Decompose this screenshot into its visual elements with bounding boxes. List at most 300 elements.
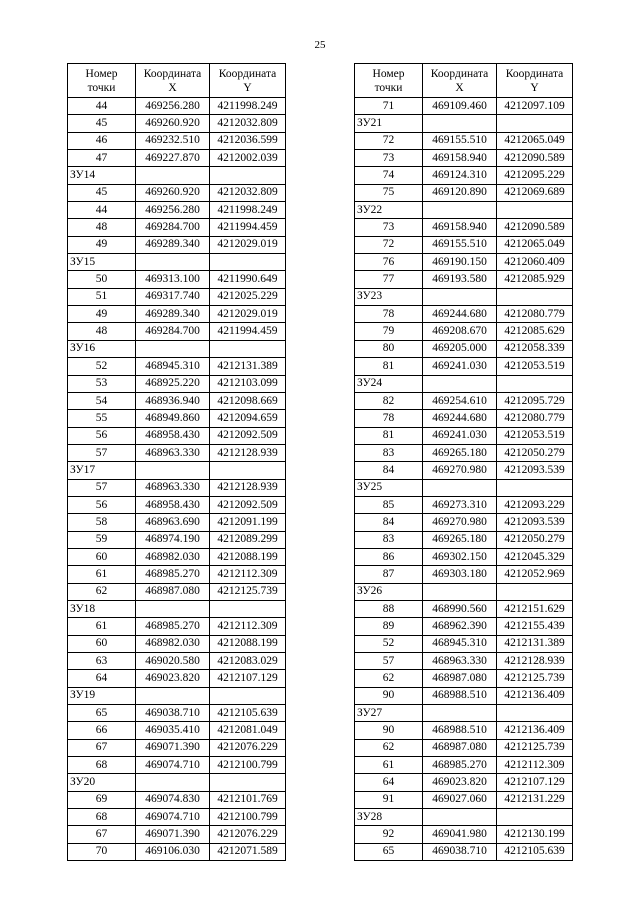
plot-group-row xyxy=(68,340,286,357)
coordinate-y-cell: 4212093.229 xyxy=(497,496,573,513)
coordinate-y-cell: 4212076.229 xyxy=(210,826,286,843)
point-number-cell: 85 xyxy=(355,496,423,513)
point-number-cell: 52 xyxy=(355,635,423,652)
empty-cell xyxy=(423,115,497,132)
empty-cell xyxy=(497,115,573,132)
coordinate-y-cell: 4212088.199 xyxy=(210,635,286,652)
coordinate-y-cell: 4212045.329 xyxy=(497,548,573,565)
point-number-cell: 90 xyxy=(355,722,423,739)
coordinate-y-cell: 4212125.739 xyxy=(497,739,573,756)
table-row xyxy=(68,236,286,253)
coordinate-y-cell: 4212085.629 xyxy=(497,323,573,340)
empty-cell xyxy=(423,705,497,722)
point-number-cell: 86 xyxy=(355,548,423,565)
coordinate-x-cell: 468958.430 xyxy=(136,496,210,513)
point-number-cell: 50 xyxy=(68,271,136,288)
point-number-cell: 48 xyxy=(68,323,136,340)
table-row xyxy=(355,392,573,409)
empty-cell xyxy=(423,202,497,219)
coordinate-y-cell: 4212050.279 xyxy=(497,531,573,548)
coordinate-x-cell: 468962.390 xyxy=(423,618,497,635)
coordinate-y-cell: 4212053.519 xyxy=(497,427,573,444)
table-row xyxy=(355,219,573,236)
coordinate-y-cell: 4212125.739 xyxy=(497,670,573,687)
point-number-cell: 78 xyxy=(355,306,423,323)
coordinate-x-cell: 469265.180 xyxy=(423,531,497,548)
point-number-cell: 84 xyxy=(355,514,423,531)
coordinate-x-cell: 469260.920 xyxy=(136,184,210,201)
coordinate-x-cell: 469227.870 xyxy=(136,150,210,167)
table-row xyxy=(355,306,573,323)
coordinate-x-cell: 469254.610 xyxy=(423,392,497,409)
table-row xyxy=(68,496,286,513)
point-number-cell: 48 xyxy=(68,219,136,236)
coordinate-y-cell: 4212052.969 xyxy=(497,566,573,583)
coordinate-y-cell: 4212053.519 xyxy=(497,358,573,375)
table-row xyxy=(355,618,573,635)
coordinate-x-cell: 469106.030 xyxy=(136,843,210,860)
table-header-row xyxy=(355,64,573,98)
coordinate-x-cell: 469302.150 xyxy=(423,548,497,565)
coordinate-x-cell: 469289.340 xyxy=(136,236,210,253)
point-number-cell: 45 xyxy=(68,115,136,132)
point-number-cell: 45 xyxy=(68,184,136,201)
coordinate-x-cell: 468987.080 xyxy=(423,670,497,687)
point-number-cell: 74 xyxy=(355,167,423,184)
table-row xyxy=(68,705,286,722)
coordinate-x-cell: 469303.180 xyxy=(423,566,497,583)
header-coordinate-x: Координата X xyxy=(423,64,497,98)
coordinate-x-cell: 469256.280 xyxy=(136,202,210,219)
coordinate-x-cell: 469074.710 xyxy=(136,757,210,774)
point-number-cell: 67 xyxy=(68,826,136,843)
coordinate-y-cell: 4212136.409 xyxy=(497,722,573,739)
coordinate-x-cell: 469205.000 xyxy=(423,340,497,357)
empty-cell xyxy=(136,600,210,617)
point-number-cell: 65 xyxy=(355,843,423,860)
point-number-cell: 64 xyxy=(355,774,423,791)
table-header-row xyxy=(68,64,286,98)
coordinate-y-cell: 4212093.539 xyxy=(497,462,573,479)
point-number-cell: 78 xyxy=(355,410,423,427)
table-row xyxy=(68,583,286,600)
point-number-cell: 62 xyxy=(355,739,423,756)
table-row xyxy=(355,826,573,843)
coordinate-y-cell: 4212094.659 xyxy=(210,410,286,427)
coordinate-y-cell: 4212107.129 xyxy=(210,670,286,687)
coordinate-x-cell: 469023.820 xyxy=(423,774,497,791)
coordinate-y-cell: 4212036.599 xyxy=(210,132,286,149)
table-row xyxy=(355,653,573,670)
point-number-cell: 70 xyxy=(68,843,136,860)
coordinate-y-cell: 4212095.229 xyxy=(497,167,573,184)
coordinate-y-cell: 4212131.389 xyxy=(210,358,286,375)
coordinate-y-cell: 4212128.939 xyxy=(210,479,286,496)
coordinate-x-cell: 468963.330 xyxy=(136,479,210,496)
plot-label: ЗУ14 xyxy=(68,167,136,184)
coordinate-x-cell: 469020.580 xyxy=(136,653,210,670)
point-number-cell: 68 xyxy=(68,809,136,826)
empty-cell xyxy=(136,254,210,271)
coordinate-y-cell: 4212112.309 xyxy=(497,757,573,774)
point-number-cell: 44 xyxy=(68,98,136,115)
point-number-cell: 57 xyxy=(68,444,136,461)
plot-label: ЗУ22 xyxy=(355,202,423,219)
point-number-cell: 81 xyxy=(355,427,423,444)
point-number-cell: 82 xyxy=(355,392,423,409)
coordinate-y-cell: 4212090.589 xyxy=(497,219,573,236)
header-coordinate-x: Координата X xyxy=(136,64,210,98)
table-row xyxy=(355,722,573,739)
coordinate-y-cell: 4212151.629 xyxy=(497,600,573,617)
table-row xyxy=(68,410,286,427)
table-row xyxy=(68,618,286,635)
table-row xyxy=(68,375,286,392)
point-number-cell: 51 xyxy=(68,288,136,305)
header-coordinate-y: Координата Y xyxy=(497,64,573,98)
point-number-cell: 61 xyxy=(68,566,136,583)
point-number-cell: 59 xyxy=(68,531,136,548)
point-number-cell: 46 xyxy=(68,132,136,149)
point-number-cell: 57 xyxy=(355,653,423,670)
coordinate-x-cell: 469158.940 xyxy=(423,150,497,167)
empty-cell xyxy=(497,705,573,722)
table-row xyxy=(355,150,573,167)
plot-group-row xyxy=(355,115,573,132)
table-row xyxy=(355,496,573,513)
coordinate-x-cell: 469232.510 xyxy=(136,132,210,149)
coordinate-y-cell: 4212128.939 xyxy=(497,653,573,670)
coordinate-x-cell: 469273.310 xyxy=(423,496,497,513)
table-row xyxy=(68,219,286,236)
header-point-number: Номер точки xyxy=(355,64,423,98)
empty-cell xyxy=(423,809,497,826)
point-number-cell: 61 xyxy=(68,618,136,635)
point-number-cell: 47 xyxy=(68,150,136,167)
table-row xyxy=(68,531,286,548)
coordinate-y-cell: 4212029.019 xyxy=(210,306,286,323)
empty-cell xyxy=(136,687,210,704)
plot-group-row xyxy=(355,375,573,392)
coordinate-y-cell: 4212125.739 xyxy=(210,583,286,600)
plot-group-row xyxy=(68,254,286,271)
table-row xyxy=(68,202,286,219)
coordinate-y-cell: 4211990.649 xyxy=(210,271,286,288)
coordinate-y-cell: 4212092.509 xyxy=(210,427,286,444)
plot-group-row xyxy=(355,583,573,600)
coordinate-y-cell: 4212091.199 xyxy=(210,514,286,531)
coordinate-x-cell: 469155.510 xyxy=(423,236,497,253)
empty-cell xyxy=(497,583,573,600)
coordinate-x-cell: 468987.080 xyxy=(423,739,497,756)
plot-group-row xyxy=(355,202,573,219)
empty-cell xyxy=(210,687,286,704)
point-number-cell: 55 xyxy=(68,410,136,427)
plot-label: ЗУ19 xyxy=(68,687,136,704)
coordinate-x-cell: 469155.510 xyxy=(423,132,497,149)
coordinate-x-cell: 468974.190 xyxy=(136,531,210,548)
point-number-cell: 65 xyxy=(68,705,136,722)
point-number-cell: 49 xyxy=(68,306,136,323)
point-number-cell: 72 xyxy=(355,236,423,253)
coordinate-x-cell: 469208.670 xyxy=(423,323,497,340)
coordinate-x-cell: 469284.700 xyxy=(136,323,210,340)
table-row xyxy=(68,150,286,167)
coordinate-y-cell: 4212105.639 xyxy=(497,843,573,860)
table-row xyxy=(68,548,286,565)
empty-cell xyxy=(136,167,210,184)
point-number-cell: 64 xyxy=(68,670,136,687)
coordinate-y-cell: 4212136.409 xyxy=(497,687,573,704)
table-row xyxy=(68,115,286,132)
coordinate-x-cell: 468987.080 xyxy=(136,583,210,600)
empty-cell xyxy=(423,288,497,305)
coordinate-x-cell: 469313.100 xyxy=(136,271,210,288)
plot-label: ЗУ23 xyxy=(355,288,423,305)
point-number-cell: 73 xyxy=(355,150,423,167)
coordinate-x-cell: 469241.030 xyxy=(423,358,497,375)
table-row xyxy=(68,653,286,670)
table-row xyxy=(68,670,286,687)
coordinate-x-cell: 468963.330 xyxy=(423,653,497,670)
table-row xyxy=(355,548,573,565)
table-row xyxy=(68,358,286,375)
table-row xyxy=(355,791,573,808)
table-row xyxy=(68,444,286,461)
coordinate-y-cell: 4212105.639 xyxy=(210,705,286,722)
coordinate-x-cell: 469071.390 xyxy=(136,739,210,756)
point-number-cell: 53 xyxy=(68,375,136,392)
coordinate-x-cell: 469038.710 xyxy=(136,705,210,722)
coordinate-y-cell: 4212097.109 xyxy=(497,98,573,115)
coordinate-y-cell: 4212130.199 xyxy=(497,826,573,843)
table-row xyxy=(355,739,573,756)
table-row xyxy=(355,340,573,357)
plot-label: ЗУ17 xyxy=(68,462,136,479)
header-point-number: Номер точки xyxy=(68,64,136,98)
point-number-cell: 75 xyxy=(355,184,423,201)
page-number: 25 xyxy=(314,39,326,51)
coordinate-x-cell: 469289.340 xyxy=(136,306,210,323)
coordinate-x-cell: 469270.980 xyxy=(423,514,497,531)
coordinate-y-cell: 4212069.689 xyxy=(497,184,573,201)
coordinate-y-cell: 4212092.509 xyxy=(210,496,286,513)
plot-group-row xyxy=(68,462,286,479)
point-number-cell: 63 xyxy=(68,653,136,670)
point-number-cell: 88 xyxy=(355,600,423,617)
plot-group-row xyxy=(68,687,286,704)
point-number-cell: 62 xyxy=(68,583,136,600)
empty-cell xyxy=(210,774,286,791)
table-row xyxy=(355,670,573,687)
empty-cell xyxy=(210,600,286,617)
table-row xyxy=(68,826,286,843)
point-number-cell: 80 xyxy=(355,340,423,357)
coordinate-x-cell: 468985.270 xyxy=(423,757,497,774)
coordinate-x-cell: 468988.510 xyxy=(423,687,497,704)
table-row xyxy=(68,722,286,739)
coordinate-x-cell: 468936.940 xyxy=(136,392,210,409)
point-number-cell: 89 xyxy=(355,618,423,635)
empty-cell xyxy=(497,375,573,392)
plot-label: ЗУ25 xyxy=(355,479,423,496)
point-number-cell: 68 xyxy=(68,757,136,774)
table-row xyxy=(355,462,573,479)
coordinate-y-cell: 4212032.809 xyxy=(210,184,286,201)
table-row xyxy=(355,566,573,583)
coordinate-y-cell: 4212032.809 xyxy=(210,115,286,132)
coordinate-x-cell: 468985.270 xyxy=(136,566,210,583)
coordinate-x-cell: 469158.940 xyxy=(423,219,497,236)
empty-cell xyxy=(210,340,286,357)
plot-label: ЗУ28 xyxy=(355,809,423,826)
coordinate-y-cell: 4212081.049 xyxy=(210,722,286,739)
coordinate-x-cell: 468963.330 xyxy=(136,444,210,461)
empty-cell xyxy=(423,583,497,600)
point-number-cell: 56 xyxy=(68,427,136,444)
point-number-cell: 79 xyxy=(355,323,423,340)
coordinates-table-left xyxy=(67,63,286,861)
coordinate-x-cell: 468990.560 xyxy=(423,600,497,617)
table-row xyxy=(355,184,573,201)
coordinate-x-cell: 469265.180 xyxy=(423,444,497,461)
empty-cell xyxy=(210,167,286,184)
coordinate-y-cell: 4212065.049 xyxy=(497,236,573,253)
coordinate-x-cell: 469023.820 xyxy=(136,670,210,687)
point-number-cell: 60 xyxy=(68,548,136,565)
plot-group-row xyxy=(355,479,573,496)
coordinate-x-cell: 468988.510 xyxy=(423,722,497,739)
coordinate-x-cell: 469120.890 xyxy=(423,184,497,201)
plot-label: ЗУ16 xyxy=(68,340,136,357)
empty-cell xyxy=(497,288,573,305)
coordinate-y-cell: 4212128.939 xyxy=(210,444,286,461)
coordinate-y-cell: 4212071.589 xyxy=(210,843,286,860)
table-row xyxy=(68,184,286,201)
coordinate-y-cell: 4212085.929 xyxy=(497,271,573,288)
table-row xyxy=(355,774,573,791)
coordinate-y-cell: 4212080.779 xyxy=(497,306,573,323)
empty-cell xyxy=(423,375,497,392)
empty-cell xyxy=(136,340,210,357)
point-number-cell: 77 xyxy=(355,271,423,288)
point-number-cell: 67 xyxy=(68,739,136,756)
point-number-cell: 57 xyxy=(68,479,136,496)
empty-cell xyxy=(497,809,573,826)
table-row xyxy=(68,739,286,756)
coordinate-x-cell: 469074.830 xyxy=(136,791,210,808)
point-number-cell: 66 xyxy=(68,722,136,739)
table-row xyxy=(355,410,573,427)
coordinate-x-cell: 469284.700 xyxy=(136,219,210,236)
table-row xyxy=(68,566,286,583)
empty-cell xyxy=(497,202,573,219)
coordinate-x-cell: 469317.740 xyxy=(136,288,210,305)
table-row xyxy=(355,358,573,375)
coordinate-x-cell: 469260.920 xyxy=(136,115,210,132)
coordinate-y-cell: 4211998.249 xyxy=(210,202,286,219)
coordinate-y-cell: 4212112.309 xyxy=(210,566,286,583)
coordinate-y-cell: 4212100.799 xyxy=(210,757,286,774)
coordinate-x-cell: 468925.220 xyxy=(136,375,210,392)
coordinate-x-cell: 469035.410 xyxy=(136,722,210,739)
point-number-cell: 54 xyxy=(68,392,136,409)
coordinates-table-right xyxy=(354,63,573,861)
coordinate-y-cell: 4212103.099 xyxy=(210,375,286,392)
coordinate-y-cell: 4212100.799 xyxy=(210,809,286,826)
coordinate-y-cell: 4212060.409 xyxy=(497,254,573,271)
empty-cell xyxy=(423,479,497,496)
point-number-cell: 71 xyxy=(355,98,423,115)
table-row xyxy=(355,444,573,461)
coordinate-x-cell: 469193.580 xyxy=(423,271,497,288)
coordinate-y-cell: 4212050.279 xyxy=(497,444,573,461)
table-row xyxy=(68,323,286,340)
coordinate-y-cell: 4212090.589 xyxy=(497,150,573,167)
coordinate-y-cell: 4212155.439 xyxy=(497,618,573,635)
coordinate-x-cell: 468963.690 xyxy=(136,514,210,531)
plot-group-row xyxy=(355,288,573,305)
plot-group-row xyxy=(68,600,286,617)
coordinate-x-cell: 469071.390 xyxy=(136,826,210,843)
coordinate-y-cell: 4212065.049 xyxy=(497,132,573,149)
point-number-cell: 92 xyxy=(355,826,423,843)
table-row xyxy=(68,132,286,149)
empty-cell xyxy=(210,462,286,479)
table-row xyxy=(68,843,286,860)
coordinate-y-cell: 4212029.019 xyxy=(210,236,286,253)
table-row xyxy=(68,306,286,323)
table-row xyxy=(355,514,573,531)
plot-group-row xyxy=(355,705,573,722)
coordinate-x-cell: 469027.060 xyxy=(423,791,497,808)
coordinate-y-cell: 4212083.029 xyxy=(210,653,286,670)
empty-cell xyxy=(136,774,210,791)
coordinate-y-cell: 4212131.229 xyxy=(497,791,573,808)
point-number-cell: 83 xyxy=(355,531,423,548)
coordinate-x-cell: 468985.270 xyxy=(136,618,210,635)
point-number-cell: 73 xyxy=(355,219,423,236)
point-number-cell: 58 xyxy=(68,514,136,531)
point-number-cell: 83 xyxy=(355,444,423,461)
table-row xyxy=(68,791,286,808)
coordinate-y-cell: 4212095.729 xyxy=(497,392,573,409)
coordinate-x-cell: 469244.680 xyxy=(423,410,497,427)
coordinate-y-cell: 4212107.129 xyxy=(497,774,573,791)
coordinate-x-cell: 468949.860 xyxy=(136,410,210,427)
plot-label: ЗУ15 xyxy=(68,254,136,271)
table-row xyxy=(68,809,286,826)
table-row xyxy=(355,167,573,184)
empty-cell xyxy=(497,479,573,496)
coordinate-x-cell: 469124.310 xyxy=(423,167,497,184)
table-row xyxy=(355,843,573,860)
table-row xyxy=(68,98,286,115)
point-number-cell: 61 xyxy=(355,757,423,774)
table-row xyxy=(355,254,573,271)
coordinate-x-cell: 469109.460 xyxy=(423,98,497,115)
empty-cell xyxy=(136,462,210,479)
coordinate-x-cell: 468958.430 xyxy=(136,427,210,444)
point-number-cell: 87 xyxy=(355,566,423,583)
coordinate-y-cell: 4212088.199 xyxy=(210,548,286,565)
plot-label: ЗУ26 xyxy=(355,583,423,600)
point-number-cell: 56 xyxy=(68,496,136,513)
point-number-cell: 72 xyxy=(355,132,423,149)
coordinate-x-cell: 468945.310 xyxy=(423,635,497,652)
coordinate-y-cell: 4211994.459 xyxy=(210,323,286,340)
coordinate-x-cell: 468945.310 xyxy=(136,358,210,375)
